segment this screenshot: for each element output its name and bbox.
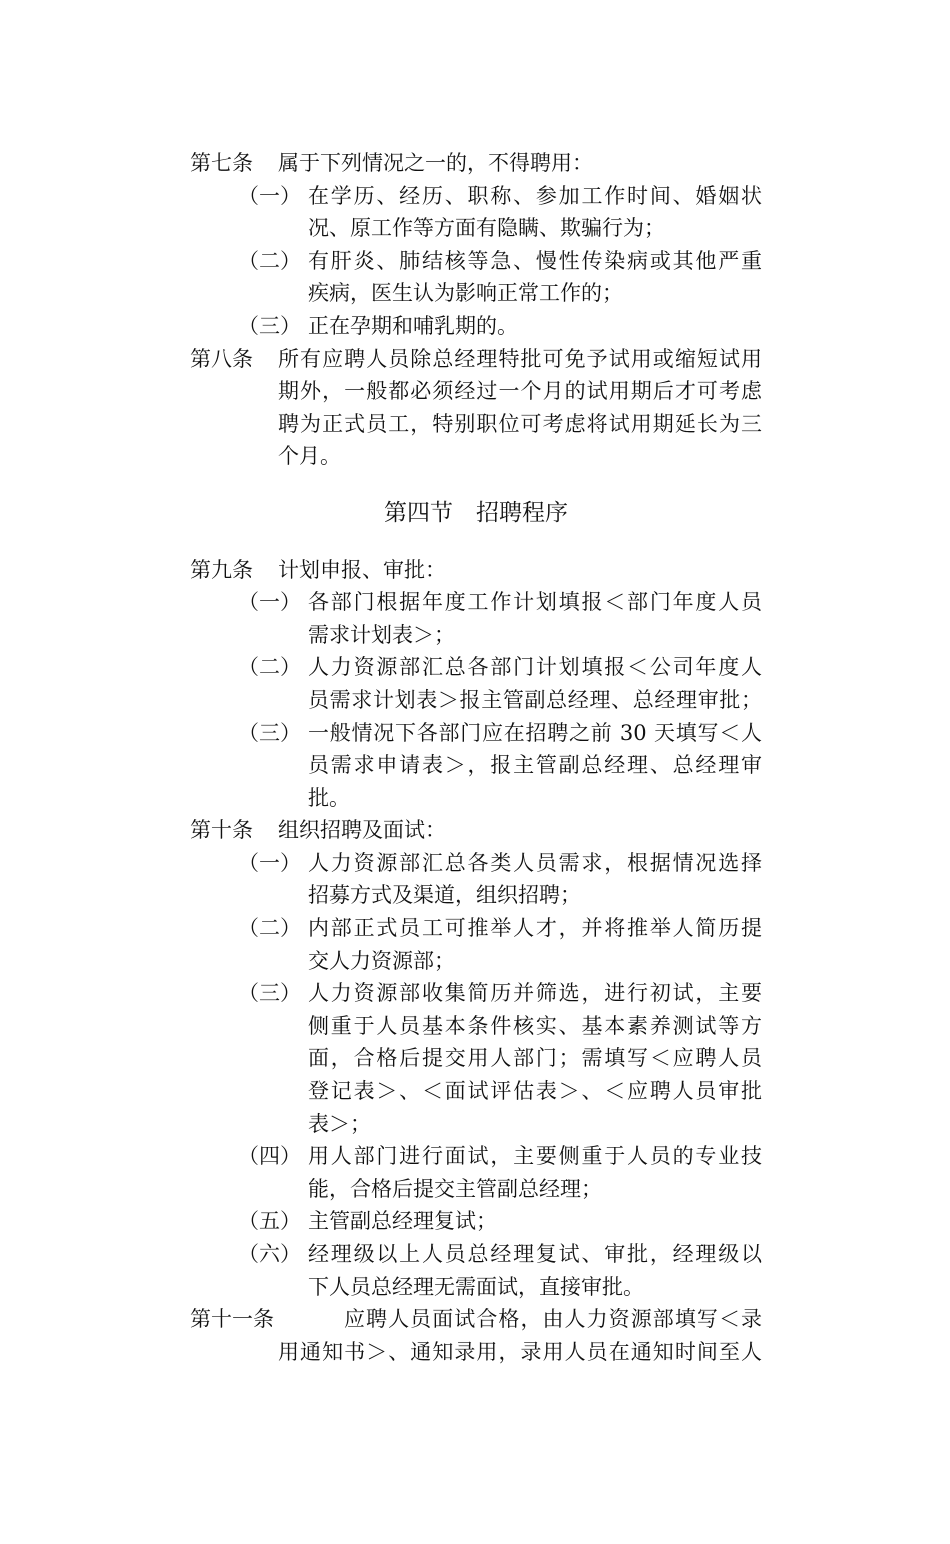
item-text: 况、原工作等方面有隐瞒、欺骗行为；: [308, 216, 665, 241]
item-number: （三）: [238, 720, 301, 745]
item-text: 在学历、经历、职称、参加工作时间、婚姻状: [308, 183, 762, 208]
item-text: 主管副总经理复试；: [308, 1209, 497, 1234]
article-11-text: 应聘人员面试合格，由人力资源部填写＜录: [344, 1307, 762, 1332]
item-number: （三）: [238, 981, 301, 1006]
article-8-text: 期外，一般都必须经过一个月的试用期后才可考虑: [278, 379, 762, 404]
item-text: 有肝炎、肺结核等急、慢性传染病或其他严重: [308, 248, 762, 273]
item-text: 人力资源部汇总各类人员需求，根据情况选择: [308, 850, 762, 875]
item-text: 人力资源部汇总各部门计划填报＜公司年度人: [308, 655, 762, 680]
article-11-text: 用通知书＞、通知录用，录用人员在通知时间至人: [278, 1339, 762, 1364]
list-item: [190, 977, 762, 1010]
article-7-text: 属于下列情况之一的，不得聘用：: [278, 151, 593, 175]
list-item-continuation: [190, 212, 762, 245]
item-number: （一）: [238, 590, 301, 615]
article-10-text: 组织招聘及面试：: [278, 818, 446, 843]
item-number: （三）: [238, 313, 301, 338]
item-text: 交人力资源部；: [308, 948, 455, 973]
item-number: （四）: [238, 1144, 301, 1169]
article-10-heading: 第十条: [190, 818, 253, 843]
article-8-text: 聘为正式员工，特别职位可考虑将试用期延长为三: [278, 411, 762, 436]
article-11-heading: 第十一条: [190, 1307, 274, 1332]
item-text: 人力资源部收集简历并筛选，进行初试，主要: [308, 981, 762, 1006]
item-text: 经理级以上人员总经理复试、审批，经理级以: [308, 1242, 762, 1266]
item-number: （二）: [238, 655, 301, 680]
list-item: [190, 586, 762, 619]
list-item-continuation: [190, 879, 762, 912]
item-text: 下人员总经理无需面试，直接审批。: [308, 1274, 644, 1299]
list-item-continuation: [190, 1010, 762, 1043]
article-8-continuation: [190, 375, 762, 408]
item-text: 登记表＞、＜面试评估表＞、＜应聘人员审批: [308, 1079, 762, 1104]
article-9: [190, 554, 762, 587]
list-item-continuation: [190, 1173, 762, 1206]
item-text: 各部门根据年度工作计划填报＜部门年度人员: [308, 590, 762, 615]
article-11: [190, 1303, 762, 1336]
item-text: 能，合格后提交主管副总经理；: [308, 1176, 602, 1201]
item-text: 员需求申请表＞，报主管副总经理、总经理审: [308, 753, 762, 778]
list-item: [190, 245, 762, 278]
item-text: 招募方式及渠道，组织招聘；: [308, 883, 581, 908]
item-number: （一）: [238, 850, 301, 875]
item-text: 需求计划表＞；: [308, 622, 455, 647]
section-title: 第四节 招聘程序: [384, 499, 568, 526]
list-item-continuation: [190, 1075, 762, 1108]
item-number: （一）: [238, 183, 301, 208]
item-number: （五）: [238, 1209, 301, 1234]
article-8-continuation: [190, 440, 762, 473]
item-text: 批。: [308, 785, 350, 810]
list-item: [190, 1140, 762, 1173]
list-item-continuation: [190, 1271, 762, 1304]
list-item: [190, 847, 762, 880]
article-9-heading: 第九条: [190, 557, 253, 582]
item-text: 一般情况下各部门应在招聘之前 30 天填写＜人: [308, 720, 762, 745]
item-text: 面，合格后提交用人部门；需填写＜应聘人员: [308, 1046, 762, 1071]
list-item-continuation: [190, 277, 762, 310]
article-11-continuation: [190, 1336, 762, 1369]
document-page: [190, 147, 762, 1368]
article-8-text: 所有应聘人员除总经理特批可免予试用或缩短试用: [278, 346, 762, 371]
list-item: [190, 310, 762, 343]
item-number: （二）: [238, 248, 301, 273]
list-item-continuation: [190, 782, 762, 815]
item-number: （六）: [238, 1242, 301, 1266]
list-item-continuation: [190, 684, 762, 717]
list-item-continuation: [190, 1042, 762, 1075]
article-8-text: 个月。: [278, 444, 341, 469]
article-8-heading: 第八条: [190, 346, 253, 371]
item-text: 疾病，医生认为影响正常工作的；: [308, 281, 623, 306]
list-item: [190, 651, 762, 684]
list-item-continuation: [190, 749, 762, 782]
list-item: [190, 180, 762, 213]
article-8-continuation: [190, 408, 762, 441]
article-9-text: 计划申报、审批：: [278, 557, 446, 582]
item-text: 正在孕期和哺乳期的。: [308, 313, 518, 338]
item-number: （二）: [238, 916, 301, 941]
article-8: [190, 343, 762, 376]
article-7-heading: 第七条: [190, 151, 253, 175]
list-item-continuation: [190, 945, 762, 978]
item-text: 表＞；: [308, 1111, 371, 1136]
list-item: [190, 717, 762, 750]
list-item-continuation: [190, 619, 762, 652]
item-text: 用人部门进行面试，主要侧重于人员的专业技: [308, 1144, 762, 1169]
list-item: [190, 1238, 762, 1271]
item-text: 内部正式员工可推举人才，并将推举人简历提: [308, 916, 762, 941]
article-10: [190, 814, 762, 847]
item-text: 员需求计划表＞报主管副总经理、总经理审批；: [308, 687, 762, 712]
article-7: [190, 147, 762, 180]
list-item-continuation: [190, 1108, 762, 1141]
list-item: [190, 1205, 762, 1238]
item-text: 侧重于人员基本条件核实、基本素养测试等方: [308, 1013, 762, 1038]
list-item: [190, 912, 762, 945]
